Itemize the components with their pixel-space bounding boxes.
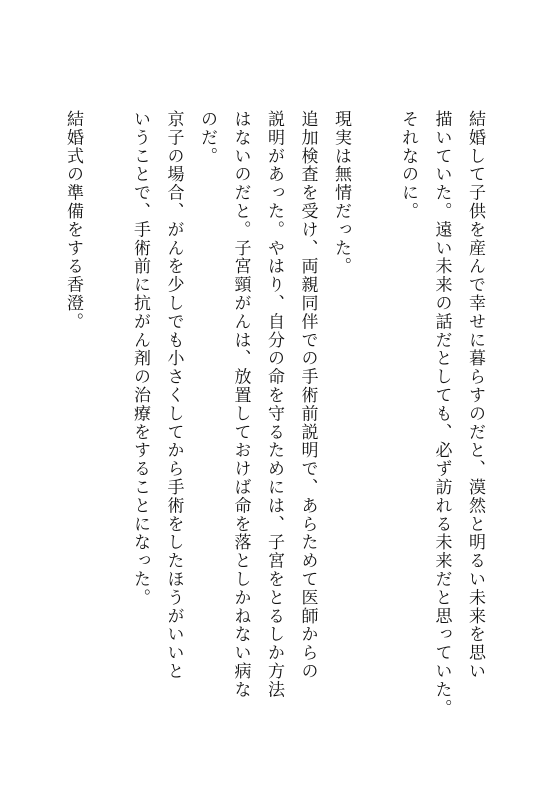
text-line: 京子の場合、がんを少しでも小さくしてから手術をしたほうがいいと [163, 110, 184, 681]
text-line: 結婚して子供を産んで幸せに暮らすのだと、漠然と明るい未来を思い [465, 110, 485, 681]
text-line: 描いていた。遠い未来の話だとしても、必ず訪れる未来だと思っていた。 [431, 110, 452, 718]
blank-line [357, 110, 391, 710]
text-line: 現実は無情だった。 [331, 110, 351, 276]
text-line: のだ。 [197, 110, 217, 166]
text-line: 説明があった。やはり、自分の命を守るためには、子宮をとるしか方法 [264, 110, 284, 699]
text-line: 追加検査を受け、両親同伴での手術前説明で、あらためて医師からの [297, 110, 318, 681]
text-line: それなのに。 [398, 110, 418, 221]
blank-line [89, 110, 123, 710]
text-line: いうことで、手術前に抗がん剤の治療をすることになった。 [130, 110, 150, 607]
vertical-text-body [56, 110, 492, 718]
text-line: 結婚式の準備をする香澄。 [63, 110, 83, 331]
text-line: はないのだと。子宮頸がんは、放置しておけば命を落としかねない病な [230, 110, 251, 699]
